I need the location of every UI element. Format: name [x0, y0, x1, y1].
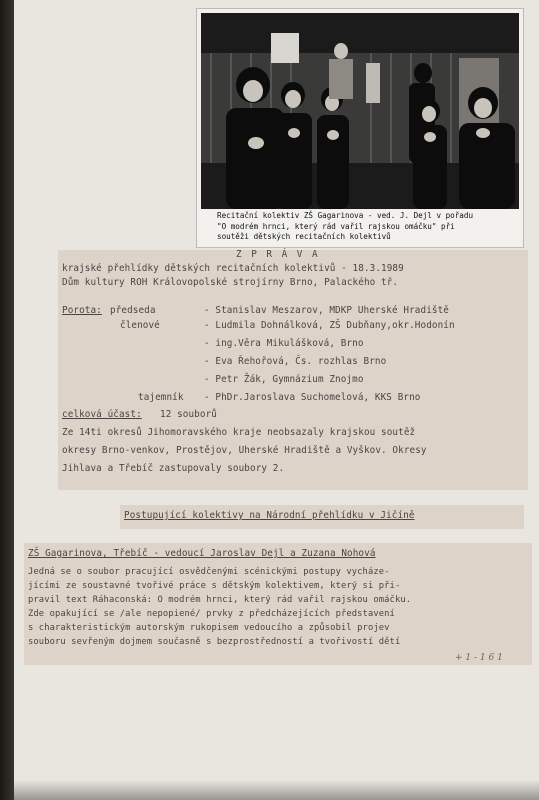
ensemble-line: pravil text Ráhaconská: O modrém hrnci, který rád vařil rajskou omáčku. [28, 595, 412, 605]
jury-name: - Eva Řehořová, Čs. rozhlas Brno [204, 356, 387, 367]
participation-value: 12 souborů [160, 409, 217, 420]
ensemble-line: Zde opakující se /ale nepopiené/ prvky z předcházejících představení [28, 609, 395, 619]
jury-name: - PhDr.Jaroslava Suchomelová, KKS Brno [204, 392, 421, 403]
advancing-title: Postupující kolektivy na Národní přehlídku v Jičíně [124, 510, 415, 521]
advancing-clipping [120, 505, 524, 529]
caption-line: "O modrém hrnci, který rád vařil rajskou omáčku" při [217, 221, 455, 231]
jury-role: tajemník [138, 392, 184, 403]
report-paragraph-line: Ze 14ti okresů Jihomoravského kraje neobsazaly krajskou soutěž [62, 427, 416, 438]
group-photo [201, 13, 519, 209]
report-paragraph-line: Jihlava a Třebíč zastupovaly soubory 2. [62, 463, 285, 474]
ensemble-line: s charakteristickým autorským rukopisem vedoucího a způsobil projev [28, 623, 390, 633]
jury-name: - Ludmila Dohnálková, ZŠ Dubňany,okr.Hodonín [204, 320, 455, 331]
participation-label: celková účast: [62, 409, 142, 420]
jury-name: - Stanislav Meszarov, MDKP Uherské Hradiště [204, 305, 449, 316]
caption-line: soutěži dětských recitačních kolektivů [217, 232, 391, 241]
page-shadow [14, 780, 539, 800]
report-heading: Z P R Á V A [236, 249, 320, 260]
ensemble-clipping [24, 543, 532, 665]
jury-name: - Petr Žák, Gymnázium Znojmo [204, 374, 364, 385]
photo-caption [217, 211, 517, 243]
report-line: krajské přehlídky dětských recitačních kolektivů - 18.3.1989 [62, 263, 404, 274]
ensemble-line: Jedná se o soubor pracující osvědčenými scénickými postupy vycháze- [28, 567, 390, 577]
jury-role: předseda [110, 305, 156, 316]
ensemble-line: souboru sevřeným dojmem současně s bezprostředností a tvořivostí dětí [28, 637, 401, 647]
report-clipping [58, 250, 528, 490]
report-paragraph-line: okresy Brno-venkov, Prostějov, Uherské Hradiště a Vyškov. Okresy [62, 445, 427, 456]
ensemble-line: jícími ze soustavné tvořivé práce s dětským kolektivem, který si při- [28, 581, 401, 591]
report-line: Dům kultury ROH Královopolské strojírny Brno, Palackého tř. [62, 277, 399, 288]
jury-role: členové [120, 320, 160, 331]
jury-name: - ing.Věra Mikulášková, Brno [204, 338, 364, 349]
caption-line: Recitační kolektiv ZŠ Gagarinova - ved. J. Dejl v pořadu [217, 211, 474, 220]
jury-label: Porota: [62, 305, 102, 316]
photo-clipping [196, 8, 524, 248]
ensemble-heading: ZŠ Gagarinova, Třebíč - vedoucí Jaroslav Dejl a Zuzana Nohová [28, 548, 376, 559]
handwritten-mark: + 1 - 1 6 1 [455, 653, 503, 663]
